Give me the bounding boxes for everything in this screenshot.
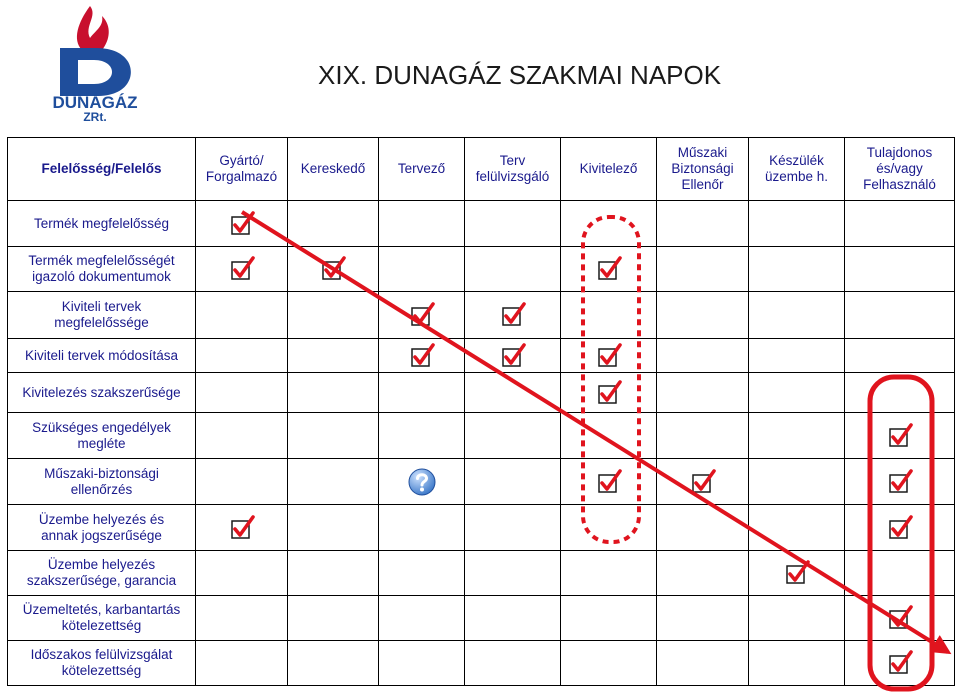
cell-text-line: Ellenőr (681, 177, 724, 192)
matrix-cell (657, 505, 749, 551)
matrix-cell (845, 339, 955, 373)
table-row (8, 596, 955, 641)
matrix-cell (749, 596, 845, 641)
matrix-cell (749, 551, 845, 596)
cell-text-line: ellenőrzés (70, 481, 133, 497)
cell-text-line: Kivitelezés szakszerűsége (22, 384, 181, 400)
matrix-cell (845, 505, 955, 551)
cell-text-line: Kiviteli tervek (61, 299, 142, 314)
cell-text-line: Kivitelező (579, 161, 638, 176)
matrix-cell (465, 339, 561, 373)
matrix-cell (561, 373, 657, 413)
column-header (749, 138, 845, 201)
logo-d-letter (60, 48, 131, 96)
matrix-cell (845, 247, 955, 292)
matrix-cell (845, 373, 955, 413)
checkbox-check-icon (784, 560, 810, 586)
row-label (8, 292, 196, 339)
checkbox-check-icon (887, 650, 913, 676)
matrix-cell (288, 413, 379, 459)
row-label (8, 413, 196, 459)
matrix-cell (196, 596, 288, 641)
matrix-cell (288, 641, 379, 686)
matrix-cell (749, 413, 845, 459)
matrix-cell (465, 641, 561, 686)
matrix-cell (196, 551, 288, 596)
matrix-cell (196, 201, 288, 247)
matrix-cell (561, 247, 657, 292)
header-row (8, 138, 955, 201)
checkbox-check-icon (887, 515, 913, 541)
cell-text-line: Terv (499, 153, 526, 168)
matrix-cell (288, 247, 379, 292)
matrix-cell (561, 596, 657, 641)
matrix-cell (845, 551, 955, 596)
row-label (8, 339, 196, 373)
cell-text-line: igazoló dokumentumok (32, 269, 171, 284)
checkbox-check-icon (690, 469, 716, 495)
cell-text-line: Műszaki (677, 145, 728, 160)
matrix-cell (196, 247, 288, 292)
matrix-cell (749, 373, 845, 413)
cell-text-line: Kereskedő (300, 161, 366, 176)
cell-text-line: Forgalmazó (205, 169, 278, 184)
table-row (8, 292, 955, 339)
cell-text-line: Készülék (769, 153, 824, 168)
logo-wordmark: DUNAGÁZ (52, 93, 138, 112)
matrix-cell (561, 413, 657, 459)
matrix-cell (657, 373, 749, 413)
matrix-cell (749, 505, 845, 551)
column-header (561, 138, 657, 201)
matrix-cell (561, 505, 657, 551)
column-header (196, 138, 288, 201)
cell-text-line: Termék megfelelősség (33, 215, 170, 231)
checkbox-check-icon (887, 605, 913, 631)
matrix-cell (465, 201, 561, 247)
matrix-cell (845, 459, 955, 505)
table-row (8, 373, 955, 413)
checkbox-check-icon (887, 423, 913, 449)
cell-text-line: Üzembe helyezés és (38, 511, 165, 527)
table-row (8, 505, 955, 551)
cell-text-line: Felhasználó (863, 177, 936, 192)
matrix-cell (465, 596, 561, 641)
checkbox-check-icon (229, 211, 255, 237)
table-row (8, 413, 955, 459)
responsibility-matrix (7, 137, 955, 686)
matrix-cell (288, 373, 379, 413)
matrix-cell (288, 339, 379, 373)
matrix-cell (845, 596, 955, 641)
column-header (288, 138, 379, 201)
matrix-cell (379, 596, 465, 641)
matrix-cell (379, 505, 465, 551)
matrix-cell (465, 505, 561, 551)
cell-text-line: Gyártó/ (219, 153, 264, 168)
matrix-cell (196, 641, 288, 686)
matrix-cell (379, 292, 465, 339)
row-label (8, 641, 196, 686)
matrix-cell (379, 413, 465, 459)
logo-flame-icon (77, 6, 109, 50)
matrix-cell (749, 339, 845, 373)
column-header (465, 138, 561, 201)
matrix-cell (657, 641, 749, 686)
checkbox-check-icon (229, 256, 255, 282)
matrix-cell (196, 373, 288, 413)
matrix-cell (288, 201, 379, 247)
matrix-cell (657, 201, 749, 247)
matrix-cell (845, 641, 955, 686)
matrix-cell (465, 373, 561, 413)
row-label (8, 505, 196, 551)
cell-text-line: Kiviteli tervek módosítása (24, 347, 179, 363)
table-row (8, 201, 955, 247)
matrix-cell (561, 459, 657, 505)
table-row (8, 339, 955, 373)
cell-text-line: Műszaki-biztonsági (44, 465, 159, 481)
row-label (8, 459, 196, 505)
row-label (8, 373, 196, 413)
matrix-cell (465, 413, 561, 459)
matrix-cell (379, 641, 465, 686)
matrix-cell (561, 641, 657, 686)
matrix-cell (379, 459, 465, 505)
cell-text-line: szakszerűsége, garancia (26, 573, 177, 588)
matrix-cell (845, 413, 955, 459)
matrix-cell (749, 641, 845, 686)
logo-company-form: ZRt. (83, 110, 107, 122)
matrix-cell (657, 551, 749, 596)
matrix-cell (288, 505, 379, 551)
matrix-cell (657, 459, 749, 505)
matrix-cell (196, 505, 288, 551)
dunagaz-logo (38, 4, 153, 122)
matrix-cell (288, 459, 379, 505)
column-header (379, 138, 465, 201)
matrix-cell (196, 292, 288, 339)
matrix-cell (379, 339, 465, 373)
cell-text-line: Biztonsági (671, 161, 734, 176)
matrix-cell (657, 596, 749, 641)
checkbox-check-icon (500, 343, 526, 369)
corner-header: Felelősség/Felelős (8, 138, 196, 201)
question-mark-icon (407, 467, 437, 497)
matrix-cell (288, 551, 379, 596)
matrix-cell (561, 551, 657, 596)
matrix-cell (561, 339, 657, 373)
checkbox-check-icon (596, 380, 622, 406)
matrix-cell (749, 247, 845, 292)
matrix-cell (657, 292, 749, 339)
cell-text-line: megfelelőssége (54, 315, 149, 330)
row-label (8, 247, 196, 292)
matrix-cell (657, 339, 749, 373)
row-label (8, 551, 196, 596)
cell-text-line: Termék megfelelősségét (28, 253, 175, 268)
column-header (845, 138, 955, 201)
table-row (8, 551, 955, 596)
cell-text-line: kötelezettség (61, 663, 142, 678)
table-row (8, 247, 955, 292)
checkbox-check-icon (596, 343, 622, 369)
matrix-cell (288, 292, 379, 339)
cell-text-line: Tulajdonos (866, 145, 933, 160)
matrix-cell (465, 247, 561, 292)
cell-text-line: Időszakos felülvizsgálat (30, 647, 173, 662)
matrix-cell (196, 413, 288, 459)
matrix-cell (749, 459, 845, 505)
checkbox-check-icon (596, 469, 622, 495)
matrix-cell (196, 459, 288, 505)
cell-text-line: Üzembe helyezés (47, 557, 156, 572)
checkbox-check-icon (229, 515, 255, 541)
checkbox-check-icon (409, 343, 435, 369)
matrix-cell (379, 247, 465, 292)
matrix-cell (657, 247, 749, 292)
cell-text-line: és/vagy (876, 161, 923, 176)
matrix-cell (465, 292, 561, 339)
checkbox-check-icon (596, 256, 622, 282)
matrix-cell (379, 551, 465, 596)
cell-text-line: Tervező (397, 161, 446, 176)
matrix-cell (465, 459, 561, 505)
matrix-cell (288, 596, 379, 641)
table-row (8, 641, 955, 686)
checkbox-check-icon (500, 302, 526, 328)
cell-text-line: annak jogszerűsége (41, 527, 162, 543)
column-header (657, 138, 749, 201)
checkbox-check-icon (320, 256, 346, 282)
matrix-cell (561, 201, 657, 247)
cell-text-line: Szükséges engedélyek (32, 419, 171, 435)
matrix-cell (379, 201, 465, 247)
cell-text-line: kötelezettség (61, 618, 142, 633)
page-title: XIX. DUNAGÁZ SZAKMAI NAPOK (318, 60, 722, 90)
checkbox-check-icon (409, 302, 435, 328)
checkbox-check-icon (887, 469, 913, 495)
matrix-cell (749, 201, 845, 247)
matrix-cell (561, 292, 657, 339)
row-label (8, 596, 196, 641)
cell-text-line: megléte (77, 435, 126, 451)
matrix-cell (196, 339, 288, 373)
table-row (8, 459, 955, 505)
cell-text-line: üzembe h. (764, 169, 829, 184)
cell-text-line: felülvizsgáló (475, 169, 550, 184)
cell-text-line: Üzemeltetés, karbantartás (22, 602, 181, 617)
matrix-cell (379, 373, 465, 413)
matrix-cell (845, 292, 955, 339)
row-label (8, 201, 196, 247)
matrix-cell (465, 551, 561, 596)
matrix-cell (657, 413, 749, 459)
matrix-cell (845, 201, 955, 247)
matrix-cell (749, 292, 845, 339)
